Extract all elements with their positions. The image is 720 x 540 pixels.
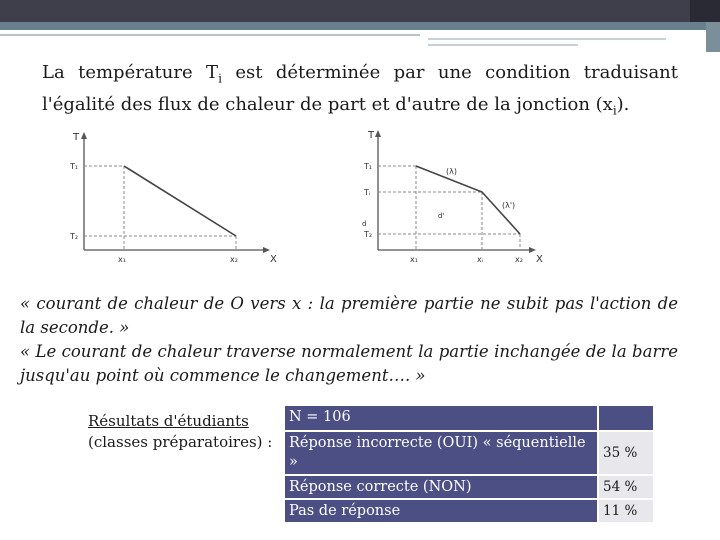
graph2-y-arrow — [375, 130, 381, 137]
graph2-lambda-label: (λ) — [446, 167, 457, 176]
graph2-lambda-prime-label: (λ') — [502, 201, 516, 210]
temperature-graph-single — [66, 128, 286, 268]
graph1-temperature-line — [124, 166, 236, 236]
graph1-x-arrow — [263, 247, 270, 253]
results-row-value: 54 % — [599, 476, 653, 498]
graph1-t2-label: T₂ — [70, 232, 79, 241]
intro-line1-rest: est déterminée par une condition traduisant — [221, 62, 679, 83]
results-header-empty — [599, 406, 653, 430]
graph2-xi-label: xᵢ — [477, 255, 484, 264]
quote-first: « courant de chaleur de O vers x : la première partie ne subit pas l'action de la seconde. » — [20, 294, 678, 337]
graph1-t1-label: T₁ — [70, 162, 79, 171]
slide-header-band-end — [706, 22, 720, 52]
slide-header-rule — [0, 34, 420, 36]
graph1-x-label: X — [270, 254, 277, 265]
graph2-temperature-line — [416, 166, 520, 234]
results-row-label: Réponse incorrecte (OUI) « séquentielle » — [285, 432, 597, 474]
graph2-x1-label: x₁ — [410, 255, 418, 264]
intro-line2: l'égalité des flux de chaleur de part et d'autre de la jonction (x — [42, 93, 613, 115]
graph2-x2-label: x₂ — [515, 255, 523, 264]
graph2-d-label: d — [362, 220, 367, 228]
intro-line1: La température T — [42, 62, 219, 83]
graph2-x-label: X — [536, 254, 543, 265]
results-row-label: Pas de réponse — [285, 500, 597, 522]
graph2-t1-label: T₁ — [364, 162, 373, 171]
slide-header-rule — [428, 38, 666, 40]
results-header-cell: N = 106 — [285, 406, 597, 430]
graph2-y-label: T — [368, 130, 375, 141]
graph2-mid-label: d' — [438, 212, 445, 220]
graph1-y-arrow — [81, 132, 87, 139]
slide-header-band — [0, 22, 720, 30]
intro-sub: i — [218, 71, 222, 86]
intro-paragraph — [42, 60, 678, 123]
results-title: Résultats d'étudiants — [88, 412, 249, 430]
graph1-y-label: T — [73, 132, 80, 143]
graph2-t2-label: T₂ — [364, 230, 373, 239]
results-subtitle: (classes préparatoires) : — [88, 433, 273, 451]
results-row-value: 35 % — [599, 432, 653, 474]
slide-header-rule — [428, 44, 578, 46]
temperature-graph-composite — [360, 126, 545, 266]
results-row-label: Réponse correcte (NON) — [285, 476, 597, 498]
intro-line2-end: ). — [616, 93, 630, 115]
slide-top-bar — [0, 0, 720, 22]
graph2-x-arrow — [529, 247, 536, 253]
slide-top-bar-corner — [690, 0, 720, 22]
graph1-x2-label: x₂ — [230, 255, 238, 264]
intro-sub: i — [612, 103, 617, 118]
graph2-ti-label: Tᵢ — [364, 188, 371, 197]
graph1-x1-label: x₁ — [118, 255, 126, 264]
quote-second: « Le courant de chaleur traverse normalement la partie inchangée de la barre jusqu'au point où commence le changement…. » — [20, 342, 678, 385]
results-row-value: 11 % — [599, 500, 653, 522]
